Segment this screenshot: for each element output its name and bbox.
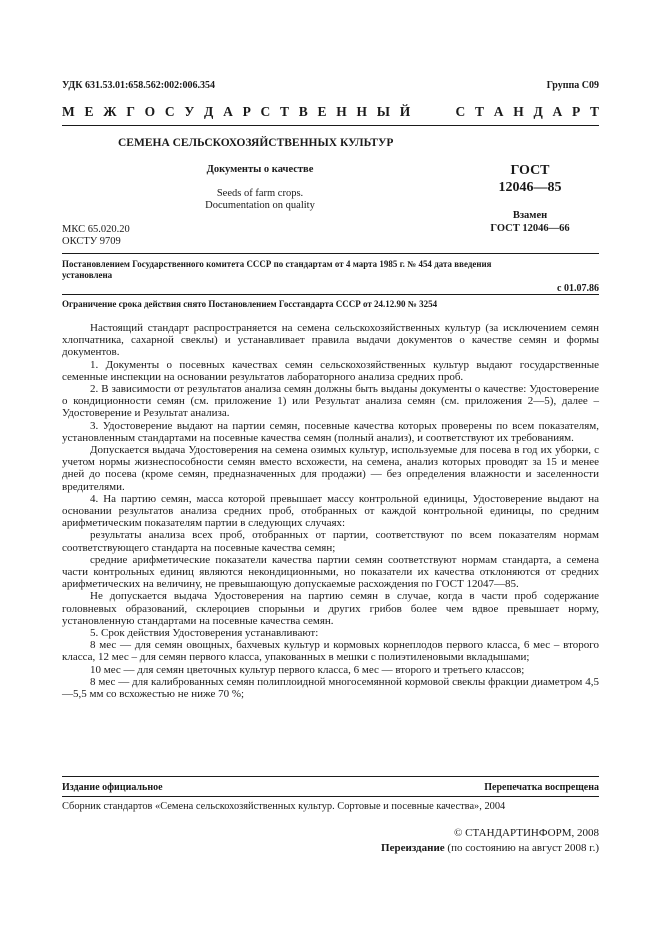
replaced-standard: ГОСТ 12046—66 xyxy=(490,223,570,234)
paragraph-clause-2: 2. В зависимости от результатов анализа семян должны быть выданы документы о качестве: Удостоверение о кондиционности семян (см. приложение 1) или Результат анализа семян (см. приложения 2—5), далее – Удостоверение и Результат анализа. xyxy=(62,383,599,420)
collection-note: Сборник стандартов «Семена сельскохозяйственных культур. Сортовые и посевные качества», 2004 xyxy=(62,801,506,812)
codes-rule xyxy=(62,253,599,254)
heading-letter: С xyxy=(164,104,175,119)
heading-letter: Н xyxy=(336,104,347,119)
replaces-label: Взамен xyxy=(512,210,548,221)
mks-code: МКС 65.020.20 xyxy=(62,224,130,235)
heading-letter xyxy=(438,104,446,120)
heading-letter: В xyxy=(298,104,308,119)
reissue-line xyxy=(381,842,599,854)
reissue-label: Переиздание xyxy=(381,842,445,854)
heading-letter: Т xyxy=(589,104,599,119)
heading-letter: Р xyxy=(242,104,251,119)
interstate-standard-heading xyxy=(62,104,599,120)
footer-rule-bottom xyxy=(62,796,599,797)
heading-letter: У xyxy=(184,104,195,119)
heading-letter: Е xyxy=(317,104,327,119)
heading-letter: А xyxy=(552,104,563,119)
introduction-date: с 01.07.86 xyxy=(557,283,599,294)
paragraph-clause-5-vegetables: 8 мес — для семян овощных, бахчевых культур и кормовых корнеплодов первого класса, 6 мес – второго класса, 12 мес – для семян первого класса, упакованных в мешки с полиэтиленовыми вкладышами; xyxy=(62,639,599,664)
heading-letter: А xyxy=(223,104,233,119)
validity-limit-note: Ограничение срока действия снято Постановлением Госстандарта СССР от 24.12.90 № 3254 xyxy=(62,299,438,309)
paragraph-clause-4-case-b: средние арифметические показатели качества партии семян соответствуют нормам стандарта, а семена части контрольных единиц являются некондиционными, но показатели их качества отклоняются от средних арифметических на величину, не превышающую допускаемые расхождения по ГОСТ 12047—85. xyxy=(62,553,599,591)
english-title-line2: Documentation on quality xyxy=(205,200,315,211)
heading-letter: С xyxy=(455,104,466,119)
heading-letter: М xyxy=(62,104,75,119)
gost-label: ГОСТ xyxy=(510,163,550,178)
reprint-prohibited-label: Перепечатка воспрещена xyxy=(484,782,599,793)
paragraph-clause-4: 4. На партию семян, масса которой превышает массу контрольной единицы, Удостоверение выдают на основании результатов анализа средних проб, отобранных от каждой контрольной единицы, по средним арифметическим показателям партии в следующих случаях: xyxy=(62,492,599,530)
decree-line1: Постановлением Государственного комитета СССР по стандартам от 4 марта 1985 г. № 454 дата введения xyxy=(62,259,492,269)
okstu-code: ОКСТУ 9709 xyxy=(62,236,121,247)
heading-letter: Н xyxy=(356,104,368,119)
paragraph-clause-5-flowers: 10 мес — для семян цветочных культур первого класса, 6 мес — второго и третьего классов; xyxy=(90,663,525,676)
gost-number: 12046—85 xyxy=(498,180,562,195)
heading-letter: А xyxy=(493,104,504,119)
heading-letter xyxy=(420,104,428,120)
group-code: Группа С09 xyxy=(546,80,599,91)
official-edition-label: Издание официальное xyxy=(62,782,163,793)
heading-letter: С xyxy=(260,104,271,119)
decree-line2: установлена xyxy=(62,270,113,280)
heading-letter: Т xyxy=(474,104,484,119)
heading-letter: Н xyxy=(513,104,524,119)
heading-letter: Й xyxy=(399,104,411,119)
english-title-line1: Seeds of farm crops. xyxy=(216,188,304,199)
paragraph-clause-3: 3. Удостоверение выдают на партии семян, посевные качества которых проверены по всем показателям, установленным стандартами на посевные качества семян (полный анализ), и соответствуют их требованиям. xyxy=(62,419,599,444)
paragraph-clause-4-case-a: результаты анализа всех проб, отобранных от партии, соответствуют по всем показателям нормам соответствующего стандарта на посевные качества семян; xyxy=(62,529,599,554)
reissue-status: (по состоянию на август 2008 г.) xyxy=(447,842,599,854)
copyright-line: © СТАНДАРТИНФОРМ, 2008 xyxy=(454,827,599,839)
heading-letter: Т xyxy=(280,104,290,119)
heading-letter: Е xyxy=(84,104,94,119)
document-body xyxy=(62,322,599,700)
paragraph-clause-4-exclusion: Не допускается выдача Удостоверения на партию семян в случае, когда в части проб содержание головневых образований, склероциев спорыньи и других грибов более чем вдвое превышает норму, установленную стандартами на посевные качества семян. xyxy=(62,590,599,627)
paragraph-clause-1: 1. Документы о посевных качествах семян сельскохозяйственных культур выдают государственные семенные инспекции на основании результатов лабораторного анализа средних проб. xyxy=(62,358,599,383)
document-title: СЕМЕНА СЕЛЬСКОХОЗЯЙСТВЕННЫХ КУЛЬТУР xyxy=(118,137,394,149)
heading-letter: Ж xyxy=(103,104,117,119)
paragraph-clause-5: 5. Срок действия Удостоверения устанавливают: xyxy=(90,627,319,640)
heading-letter: Г xyxy=(126,104,135,119)
footer-rule-top xyxy=(62,776,599,777)
document-subtitle: Документы о качестве xyxy=(206,164,314,175)
paragraph-clause-3-note: Допускается выдача Удостоверения на семена озимых культур, используемые для посева в год их уборки, с учетом нормы жизнеспособности семян вместо всхожести, на семена, анализ которых проводят за 15 и менее дней до посева (кроме семян, предназначенных для продажи) — без определения влажности и заселенности вредителями. xyxy=(62,444,599,493)
udk-code: УДК 631.53.01:658.562:002:006.354 xyxy=(62,80,215,91)
heading-letter: О xyxy=(144,104,156,119)
heading-letter: Ы xyxy=(376,104,391,119)
decree-rule xyxy=(62,294,599,295)
paragraph-clause-5-beet: 8 мес — для калиброванных семян полиплоидной многосемянной кормовой свеклы фракции диаметром 4,5—5,5 мм со всхожестью не ниже 70 %; xyxy=(62,675,599,701)
heading-letter: Р xyxy=(571,104,581,119)
heading-letter: Д xyxy=(204,104,214,119)
heading-letter: Д xyxy=(533,104,543,119)
header-rule xyxy=(62,125,599,126)
paragraph-scope: Настоящий стандарт распространяется на семена сельскохозяйственных культур (за исключением семян хлопчатника, сахарной свеклы) и устанавливает правила выдачи документов о качестве семян и формы документов. xyxy=(62,322,599,359)
